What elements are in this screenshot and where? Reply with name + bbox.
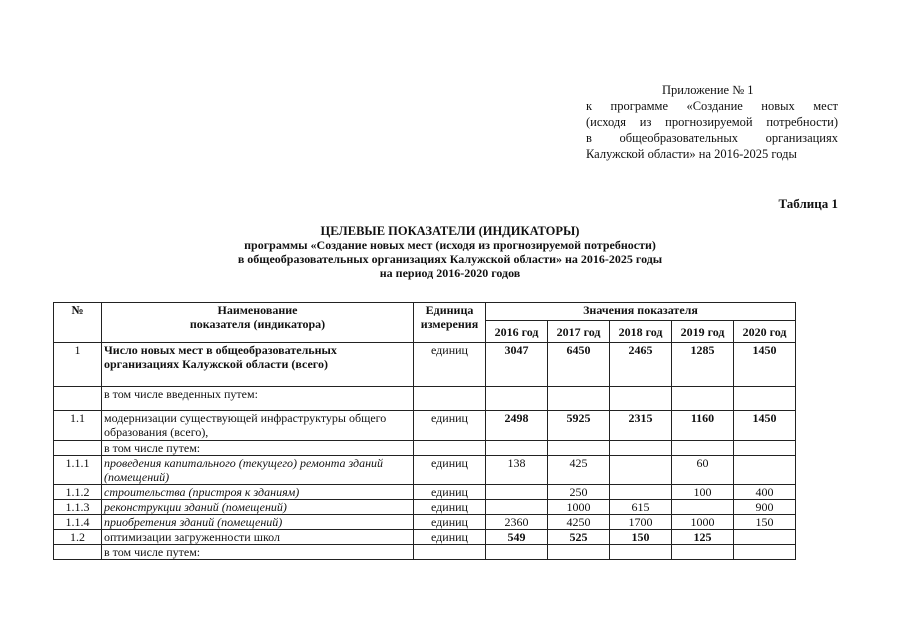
row-value: 125 — [672, 530, 734, 545]
appendix-line: Калужской области» на 2016-2025 годы — [586, 147, 797, 161]
header-year: 2020 год — [734, 321, 796, 343]
heading-subtitle: в общеобразовательных организациях Калужской области» на 2016-2025 годы — [237, 252, 663, 266]
table-row — [54, 545, 796, 560]
row-value: 6450 — [548, 343, 610, 387]
header-year: 2016 год — [486, 321, 548, 343]
row-name: оптимизации загруженности школ — [102, 530, 414, 545]
row-num — [54, 545, 102, 560]
row-value: 1700 — [610, 515, 672, 530]
row-value — [610, 545, 672, 560]
row-value: 100 — [672, 485, 734, 500]
row-name: реконструкции зданий (помещений) — [102, 500, 414, 515]
row-num: 1.1.4 — [54, 515, 102, 530]
row-name: модернизации существующей инфраструктуры общего образования (всего), — [102, 411, 414, 441]
row-value — [672, 545, 734, 560]
row-value: 525 — [548, 530, 610, 545]
row-value — [734, 441, 796, 456]
row-value: 1450 — [734, 343, 796, 387]
row-unit: единиц — [414, 456, 486, 485]
header-values: Значения показателя — [486, 303, 796, 321]
heading-title: ЦЕЛЕВЫЕ ПОКАЗАТЕЛИ (ИНДИКАТОРЫ) — [320, 224, 580, 238]
row-value: 549 — [486, 530, 548, 545]
row-value — [486, 545, 548, 560]
row-value: 3047 — [486, 343, 548, 387]
row-num: 1.1.2 — [54, 485, 102, 500]
appendix-line: (исходя из прогнозируемой потребности) — [586, 115, 838, 129]
row-value — [610, 485, 672, 500]
row-value: 1450 — [734, 411, 796, 441]
row-num: 1.2 — [54, 530, 102, 545]
table-row — [54, 343, 796, 387]
row-value: 5925 — [548, 411, 610, 441]
row-unit: единиц — [414, 411, 486, 441]
row-value — [672, 387, 734, 411]
row-value — [672, 500, 734, 515]
row-value — [486, 441, 548, 456]
row-value: 1000 — [672, 515, 734, 530]
header-unit — [414, 303, 486, 343]
row-num: 1.1.3 — [54, 500, 102, 515]
row-value: 615 — [610, 500, 672, 515]
indicators-table — [53, 302, 796, 560]
row-unit: единиц — [414, 515, 486, 530]
header-year: 2017 год — [548, 321, 610, 343]
table-row — [54, 411, 796, 441]
appendix-line: Приложение № 1 — [662, 83, 754, 97]
row-value: 400 — [734, 485, 796, 500]
row-value — [486, 387, 548, 411]
row-value — [486, 500, 548, 515]
appendix-block — [586, 82, 838, 162]
header-unit-line: измерения — [420, 317, 479, 331]
table-row — [54, 485, 796, 500]
row-num: 1 — [54, 343, 102, 387]
row-num — [54, 387, 102, 411]
row-name: в том числе введенных путем: — [102, 387, 414, 411]
table-row — [54, 530, 796, 545]
row-unit: единиц — [414, 343, 486, 387]
row-value — [734, 456, 796, 485]
row-value: 1160 — [672, 411, 734, 441]
table-label: Таблица 1 — [778, 196, 838, 211]
row-num — [54, 441, 102, 456]
row-value — [610, 441, 672, 456]
table-row — [54, 456, 796, 485]
row-value — [672, 441, 734, 456]
row-value — [610, 387, 672, 411]
appendix-line: в общеобразовательных организациях — [586, 131, 838, 145]
row-value: 60 — [672, 456, 734, 485]
table-row — [54, 441, 796, 456]
row-name: в том числе путем: — [102, 441, 414, 456]
row-value: 150 — [734, 515, 796, 530]
row-value: 4250 — [548, 515, 610, 530]
row-value: 1000 — [548, 500, 610, 515]
row-unit: единиц — [414, 500, 486, 515]
header-unit-line: Единица — [425, 303, 474, 317]
row-value: 2498 — [486, 411, 548, 441]
row-name: приобретения зданий (помещений) — [102, 515, 414, 530]
row-value — [734, 545, 796, 560]
row-value — [548, 387, 610, 411]
row-value: 2360 — [486, 515, 548, 530]
row-value: 900 — [734, 500, 796, 515]
row-num: 1.1 — [54, 411, 102, 441]
row-unit — [414, 441, 486, 456]
row-value: 425 — [548, 456, 610, 485]
row-unit — [414, 545, 486, 560]
row-num: 1.1.1 — [54, 456, 102, 485]
header-year: 2018 год — [610, 321, 672, 343]
appendix-line: к программе «Создание новых мест — [586, 99, 838, 113]
row-value — [486, 485, 548, 500]
row-value — [548, 545, 610, 560]
table-row — [54, 515, 796, 530]
heading-period: на период 2016-2020 годов — [379, 266, 521, 280]
row-name: проведения капитального (текущего) ремонта зданий (помещений) — [102, 456, 414, 485]
header-name-line: Наименование — [217, 303, 298, 317]
row-unit — [414, 387, 486, 411]
header-num: № — [54, 303, 102, 343]
row-name: Число новых мест в общеобразовательных организациях Калужской области (всего) — [102, 343, 414, 387]
row-unit: единиц — [414, 485, 486, 500]
row-unit: единиц — [414, 530, 486, 545]
row-name: строительства (пристроя к зданиям) — [102, 485, 414, 500]
table-row — [54, 387, 796, 411]
document-heading — [150, 224, 750, 280]
row-value — [548, 441, 610, 456]
row-value: 2315 — [610, 411, 672, 441]
header-year: 2019 год — [672, 321, 734, 343]
header-name — [102, 303, 414, 343]
row-name: в том числе путем: — [102, 545, 414, 560]
row-value: 138 — [486, 456, 548, 485]
row-value — [734, 530, 796, 545]
row-value — [734, 387, 796, 411]
row-value: 250 — [548, 485, 610, 500]
header-name-line: показателя (индикатора) — [189, 317, 326, 331]
row-value: 1285 — [672, 343, 734, 387]
row-value: 2465 — [610, 343, 672, 387]
row-value — [610, 456, 672, 485]
row-value: 150 — [610, 530, 672, 545]
heading-subtitle: программы «Создание новых мест (исходя из прогнозируемой потребности) — [244, 238, 656, 252]
table-row — [54, 500, 796, 515]
